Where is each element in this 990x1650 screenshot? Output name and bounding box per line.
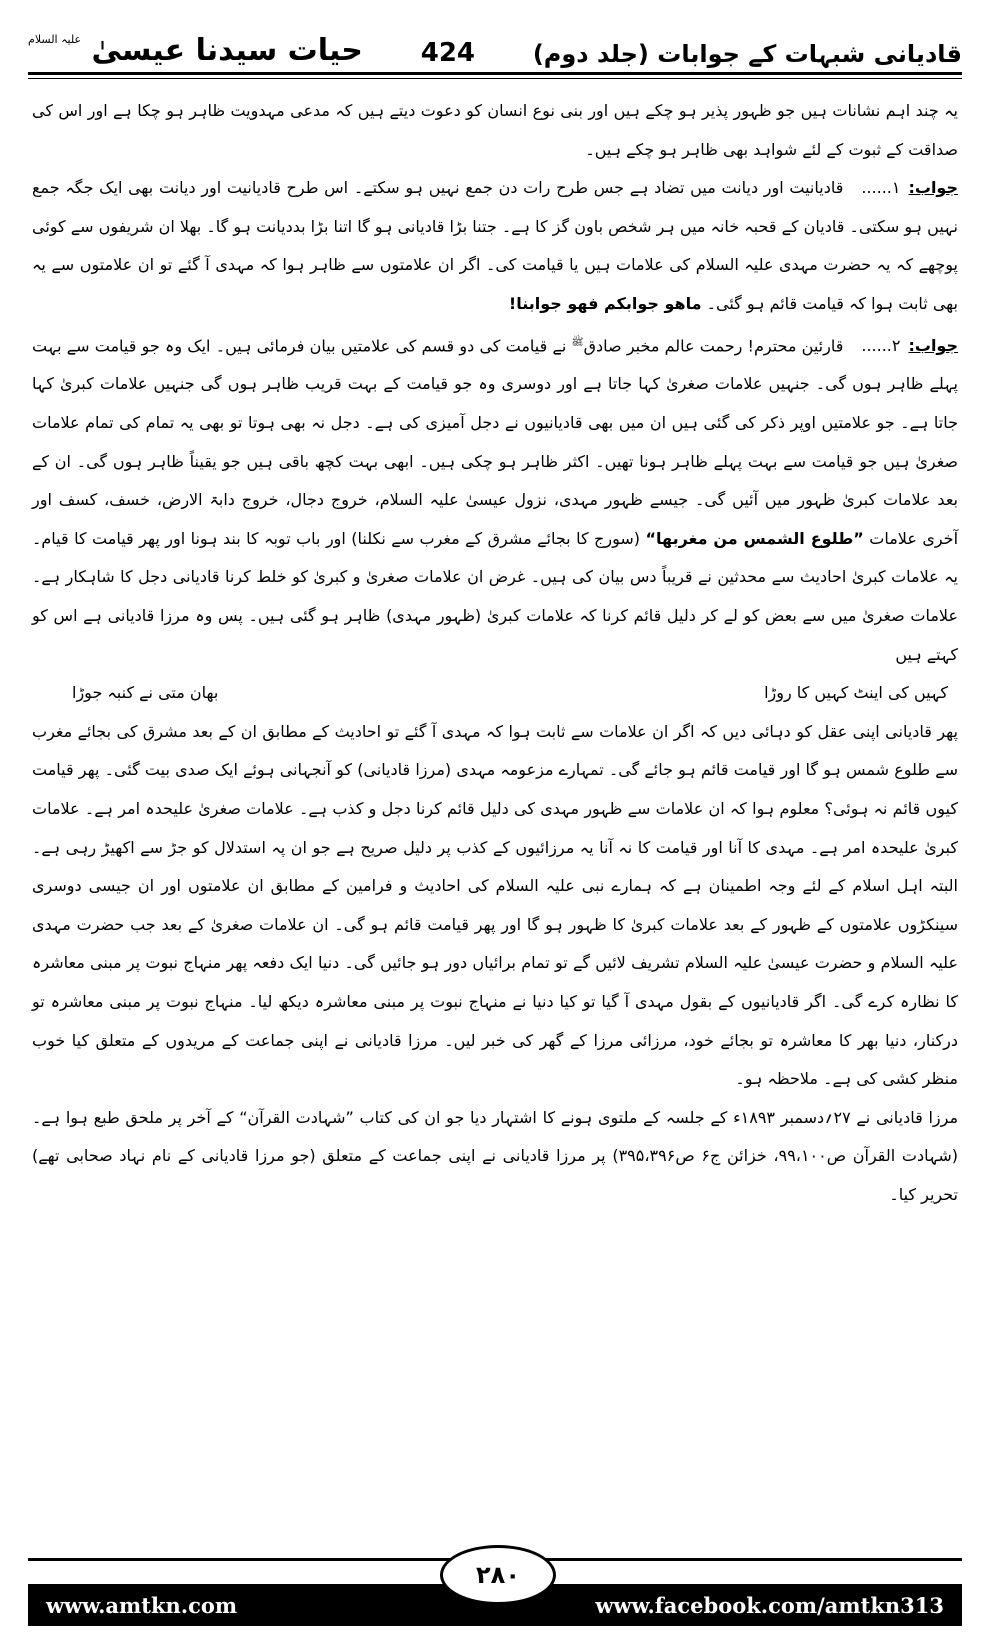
honorific-mark: علیہ السلام — [28, 33, 82, 46]
paragraph-intro: یہ چند اہم نشانات ہیں جو ظہور پذیر ہو چکے ہیں اور بنی نوع انسان کو دعوت دیتے ہیں کہ مدعی مہدویت ظاہر ہو چکا ہے اور اس کی صداقت کے ثبوت کے لئے شواہد بھی ظاہر ہو چکے ہیں۔ — [32, 101, 959, 159]
paragraph-reference: مرزا قادیانی نے ۲۷؍دسمبر ۱۸۹۳ء کے جلسہ کے ملتوی ہونے کا اشتہار دیا جو ان کی کتاب ”شہادت القرآن“ کے آخر پر ملحق طبع ہوا ہے۔ (شہادت القرآن ص۹۹،۱۰۰، خزائن ج۶ ص۳۹۵،۳۹۶) پر مرزا قادیانی نے اپنی جماعت کے متعلق (جو مرزا قادیانی کے نام نہاد صحابی تھے) تحریر کیا۔ — [32, 1107, 959, 1204]
page-number-badge — [440, 1545, 556, 1605]
answer-1-label: جواب: — [908, 178, 958, 198]
header-rule — [28, 72, 962, 75]
answer-2-text-b: نے قیامت کی دو قسم کی علامتیں بیان فرمائی ہیں۔ ایک وہ جو قیامت سے بہت پہلے ظاہر ہوں گی۔ جنہیں علامات صغریٰ کہا جاتا ہے اور دوسری وہ جو قیامت کے بہت قریب ظاہر ہوں گی جنہیں علامات کبریٰ کہا جاتا ہے۔ جو علامتیں اوپر ذکر کی گئی ہیں ان میں بھی قادیانیوں نے دجل آمیزی کی ہے۔ دجل نہ بھی ہوتا تو بھی یہ تمام کی تمام علامات صغریٰ ہیں جو قیامت سے بہت پہلے ظاہر ہونا تھیں۔ اکثر ظاہر ہو چکی ہیں۔ ابھی بہت کچھ باقی ہیں جو یقیناً ظاہر ہوں گی۔ ان کے بعد علامات کبریٰ ظہور میں آئیں گی۔ جیسے ظہور مہدی، نزول عیسیٰ علیہ السلام، خروج دجال، خروج دابۃ الارض، خسف، کسف اور آخری علامات — [32, 335, 959, 548]
answer-2 — [32, 324, 958, 675]
answer-2-text-c: (سورج کا بجائے مشرق کے مغرب سے نکلنا) اور باب توبہ کا بند ہونا اور پھر قیامت کا قیام۔ یہ علامات کبریٰ احادیث سے محدثین نے قریباً دس بیان کی ہیں۔ غرض ان علامات صغریٰ و کبریٰ کو خلط کرنا قادیانی دجل کا شاہکار ہے۔ علامات صغریٰ میں سے بعض کو لے کر دلیل قائم کرنا کہ علامات کبریٰ (ظہور مہدی) ظاہر ہو گئی ہیں۔ پس وہ مرزا قادیانی ہے اس کو کہتے ہیں — [32, 528, 958, 664]
answer-2-label: جواب: — [908, 335, 958, 355]
answer-2-text-a: قارئین محترم! رحمت عالم مخبر صادق — [583, 335, 844, 355]
page-body — [32, 92, 958, 1520]
verse — [32, 674, 958, 713]
header-number: 424 — [420, 38, 476, 68]
book-subtitle: قادیانی شبہات کے جوابات (جلد دوم) — [532, 40, 962, 68]
page-header — [28, 22, 962, 68]
answer-1-arabic: ماهو جوابكم فهو جوابنا! — [508, 293, 702, 313]
answer-1-text: قادیانیت اور دیانت میں تضاد ہے جس طرح رات دن جمع نہیں ہو سکتے۔ اس طرح قادیانیت اور دیانت بھی ایک جگہ جمع نہیں ہو سکتی۔ قادیان کے قحبہ خانہ میں ہر شخص باون گز کا ہے۔ جتنا بڑا قادیانی ہو گا اتنا بڑا بددیانت ہو گا۔ بھلا ان شریفوں سے کوئی پوچھے کہ یہ حضرت مہدی علیہ السلام کی علامات ہیں یا قیامت کی۔ اگر ان علامتوں سے ظاہر ہوا کہ مہدی آ گئے تو ان علامتوں سے یہ بھی ثابت ہوا کہ قیامت قائم ہو گئی۔ — [32, 178, 958, 313]
header-rule-thin — [28, 78, 962, 79]
answer-2-number: ۲...... — [861, 335, 901, 355]
footer-website-link[interactable]: www.amtkn.com — [46, 1592, 238, 1618]
verse-line-1: کہیں کی اینٹ کہیں کا روڑا — [764, 683, 948, 703]
answer-2-arabic: ”طلوع الشمس من مغربها“ — [645, 528, 864, 548]
salutation-mark: ﷺ — [571, 336, 584, 348]
book-title — [28, 33, 363, 68]
footer-facebook-link[interactable]: www.facebook.com/amtkn313 — [595, 1592, 944, 1618]
paragraph-main: پھر قادیانی اپنی عقل کو دہائی دیں کہ اگر ان علامات سے ثابت ہوا کہ مہدی آ گئے تو احادیث کے مطابق ان کے بعد مشرق کی بجائے مغرب سے طلوع شمس ہو گا اور قیامت قائم ہو جائے گی۔ تمہارے مزعومہ مہدی (مرزا قادیانی) کو آنجہانی ہوئے ایک صدی بیت گئی۔ پھر قیامت کیوں قائم نہ ہوئی؟ معلوم ہوا کہ ان علامات سے ظہور مہدی کی دلیل قائم کرنا دجل و کذب ہے۔ علامات صغریٰ علیحدہ امر ہے۔ علامات کبریٰ علیحدہ امر ہے۔ مہدی کا آنا اور قیامت کا نہ آنا یہ مرزائیوں کے کذب پر دلیل صریح ہے جو ان پہ استدلال کو جڑ سے اکھیڑ رہی ہے۔ البتہ اہل اسلام کے لئے وجہ اطمینان ہے کہ ہمارے نبی علیہ السلام کی احادیث و فرامین کے مطابق ان علامتوں اور ان جیسی دوسری سینکڑوں علامتوں کے ظہور کے بعد علامات کبریٰ کا ظہور ہو گا اور پھر قیامت قائم ہو گی۔ ان علامات صغریٰ کے بعد جب حضرت مہدی علیہ السلام و حضرت عیسیٰ علیہ السلام تشریف لائیں گے تو تمام برائیاں دور ہو جائیں گی۔ دنیا ایک دفعہ پھر منہاج نبوت پر مبنی معاشرہ کا نظارہ کرے گی۔ اگر قادیانیوں کے بقول مہدی آ گیا تو کیا دنیا نے منہاج نبوت پر مبنی معاشرہ دیکھ لیا۔ منہاج نبوت پر مبنی معاشرہ تو درکنار، دنیا بھر کا معاشرہ تو بجائے خود، مرزائی مرزا کے گھر کی خبر لیں۔ مرزا قادیانی نے اپنی جماعت کے مریدوں کے متعلق کیا خوب منظر کشی کی ہے۔ ملاحظہ ہو۔ — [32, 721, 959, 1089]
page-number: ۲۸۰ — [476, 1561, 520, 1589]
answer-1-number: ۱...... — [861, 178, 901, 198]
book-title-text: حیات سیدنا عیسیٰ — [91, 33, 363, 68]
verse-line-2: بھان متی نے کنبہ جوڑا — [72, 683, 219, 703]
answer-1 — [32, 169, 958, 323]
